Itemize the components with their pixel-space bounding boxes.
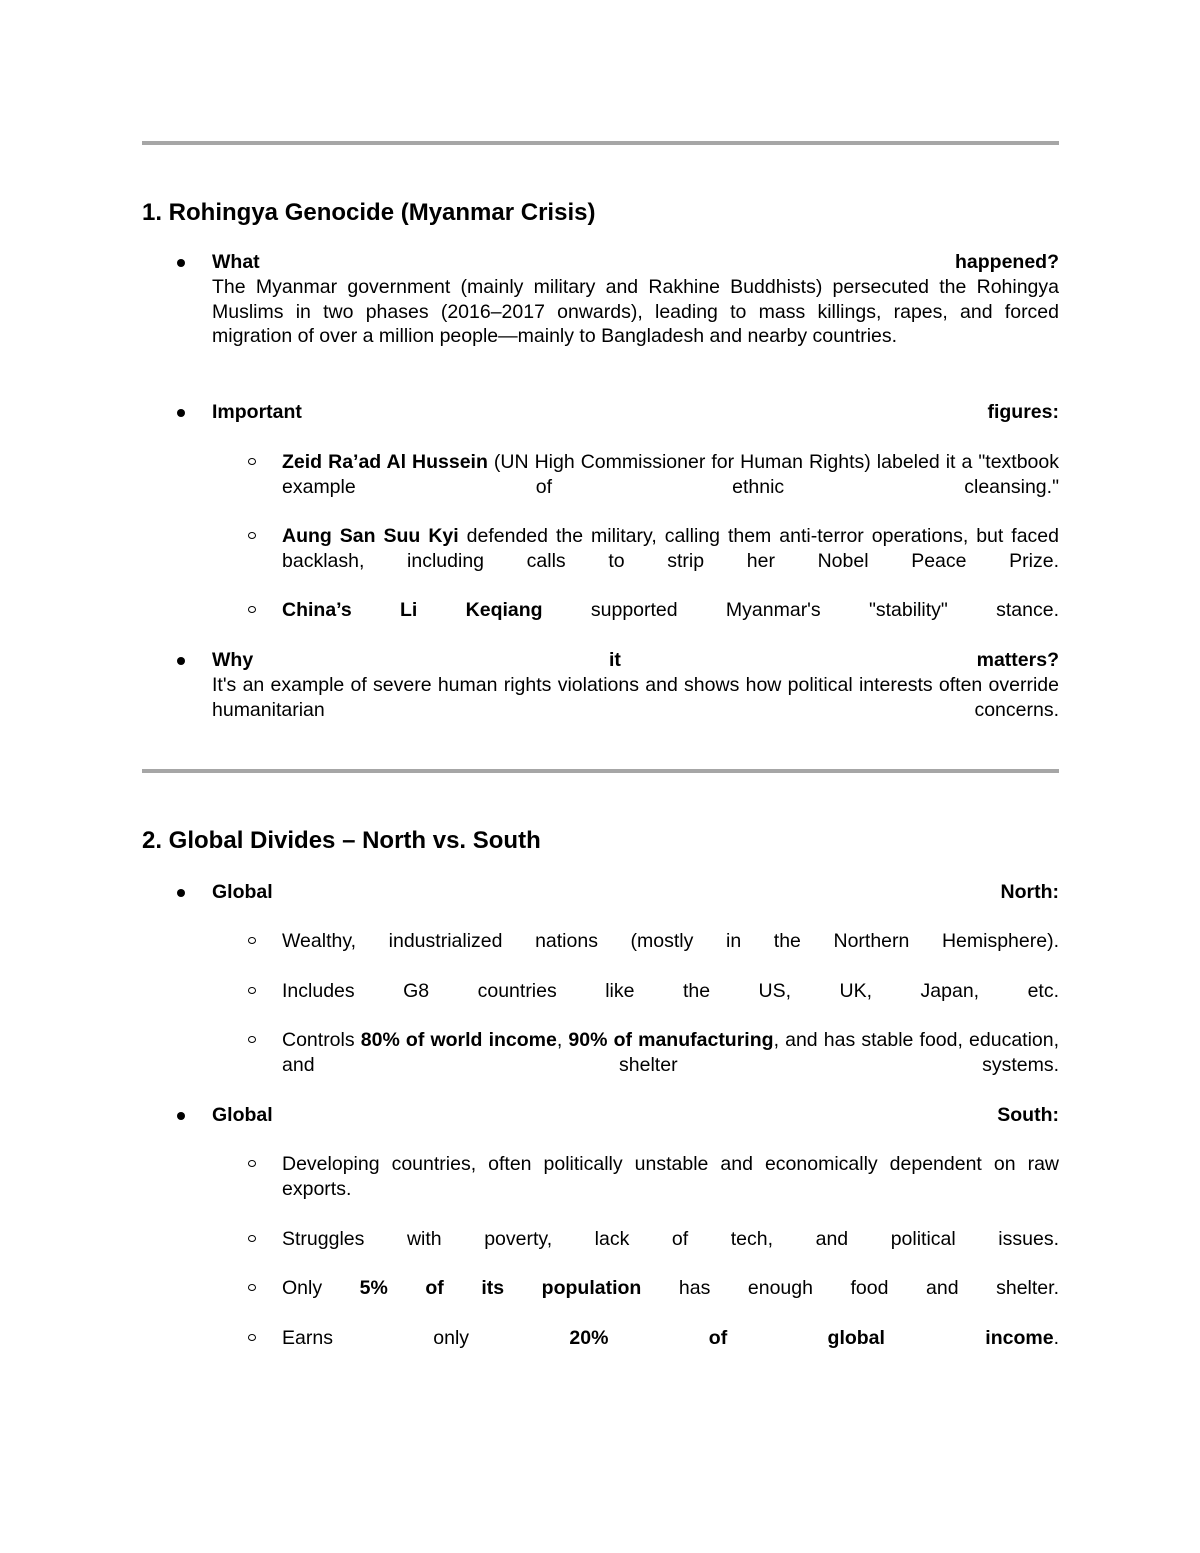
figure-text: defended the military, calling them anti-terror operations, but faced backlash, including calls to strip her Nobel Peace Prize.	[282, 525, 1059, 572]
north-item-text: Includes G8 countries like the US, UK, Japan, etc.	[282, 980, 1059, 1002]
why-matters-label: Why it matters?	[212, 649, 1059, 671]
why-matters-text: It's an example of severe human rights violations and shows how political interests often override humanitarian concerns.	[212, 673, 1059, 721]
sub-bullet-circle-icon	[248, 458, 256, 465]
figure-name: China’s Li Keqiang	[282, 599, 543, 621]
south-item-text: Only	[282, 1277, 360, 1299]
horizontal-rule-top	[142, 141, 1059, 145]
global-north-item	[212, 880, 1059, 905]
global-south-item	[212, 1103, 1059, 1128]
bullet-dot-icon	[177, 1112, 185, 1120]
figure-text: supported Myanmar's "stability" stance.	[542, 599, 1059, 621]
north-item-bold: 80% of world income	[360, 1029, 557, 1051]
south-item-text: has enough food and shelter.	[641, 1277, 1059, 1299]
figure-item-li-keqiang	[282, 598, 1059, 623]
global-south-label: Global South:	[212, 1104, 1059, 1126]
sub-bullet-circle-icon	[248, 1235, 256, 1242]
north-item-g8	[282, 979, 1059, 1004]
sub-bullet-circle-icon	[248, 1160, 256, 1167]
north-item-bold: 90% of manufacturing	[568, 1029, 774, 1051]
south-item-struggles	[282, 1227, 1059, 1252]
section-heading-global-divides: 2. Global Divides – North vs. South	[142, 827, 541, 854]
south-item-developing	[282, 1152, 1059, 1202]
sub-bullet-circle-icon	[248, 987, 256, 994]
horizontal-rule-middle	[142, 769, 1059, 773]
south-item-text: Struggles with poverty, lack of tech, and political issues.	[282, 1228, 1059, 1250]
south-item-text: .	[1053, 1327, 1059, 1349]
important-figures-item	[212, 400, 1059, 425]
bullet-dot-icon	[177, 657, 185, 665]
north-item-wealthy	[282, 929, 1059, 954]
south-item-text: Earns only	[282, 1327, 570, 1349]
south-item-income	[282, 1326, 1059, 1351]
what-happened-text: The Myanmar government (mainly military and Rakhine Buddhists) persecuted the Rohingya Muslims in two phases (2016–2017 onwards), leading to mass killings, rapes, and forced migration of over a million people—mainly to Bangladesh and nearby countries.	[212, 275, 1059, 348]
north-item-text: , and has stable food, education, and shelter systems.	[282, 1029, 1060, 1076]
what-happened-label: What happened?	[212, 251, 1059, 273]
why-matters-item	[212, 648, 1059, 722]
important-figures-label: Important figures:	[212, 401, 1059, 423]
sub-bullet-circle-icon	[248, 937, 256, 944]
north-item-text: Controls	[282, 1029, 361, 1051]
figure-text: (UN High Commissioner for Human Rights) labeled it a "textbook example of ethnic cleansing."	[282, 451, 1059, 498]
section-heading-rohingya: 1. Rohingya Genocide (Myanmar Crisis)	[142, 199, 596, 226]
south-item-text: Developing countries, often politically unstable and economically dependent on raw exports.	[282, 1153, 1059, 1200]
figure-item-suu-kyi	[282, 524, 1059, 574]
north-item-controls	[282, 1028, 1059, 1078]
north-item-text: Wealthy, industrialized nations (mostly in the Northern Hemisphere).	[282, 930, 1059, 952]
south-item-bold: 20% of global income	[569, 1327, 1054, 1349]
bullet-dot-icon	[177, 259, 185, 267]
bullet-dot-icon	[177, 409, 185, 417]
bullet-dot-icon	[177, 889, 185, 897]
sub-bullet-circle-icon	[248, 606, 256, 613]
figure-name: Zeid Ra’ad Al Hussein	[282, 451, 488, 473]
sub-bullet-circle-icon	[248, 532, 256, 539]
sub-bullet-circle-icon	[248, 1284, 256, 1291]
global-north-label: Global North:	[212, 881, 1059, 903]
sub-bullet-circle-icon	[248, 1334, 256, 1341]
figure-item-zeid	[282, 450, 1059, 500]
figure-name: Aung San Suu Kyi	[282, 525, 459, 547]
south-item-population	[282, 1276, 1059, 1301]
sub-bullet-circle-icon	[248, 1036, 256, 1043]
south-item-bold: 5% of its population	[359, 1277, 642, 1299]
what-happened-item	[212, 250, 1059, 349]
north-item-text: ,	[556, 1029, 569, 1051]
